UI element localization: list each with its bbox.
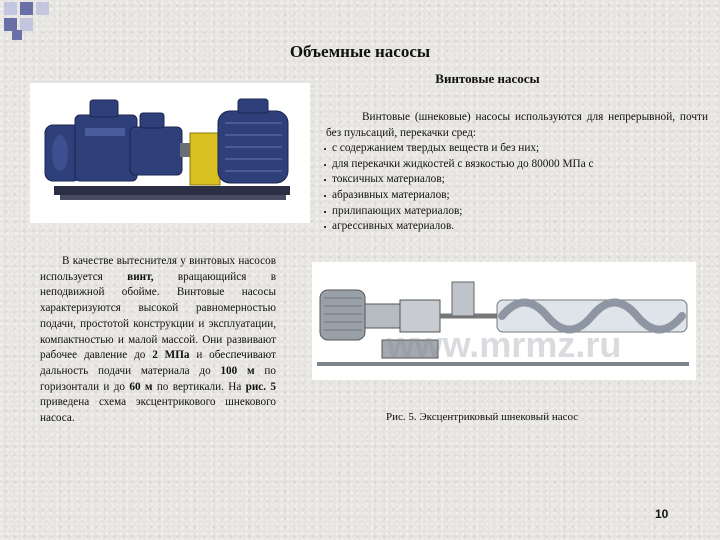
list-item: токсичных материалов; xyxy=(326,172,708,188)
list-item: абразивных материалов; xyxy=(326,188,708,204)
text-span: по горизонтали и до xyxy=(40,364,276,393)
bold-term-figure: рис. 5 xyxy=(245,380,276,393)
eccentric-pump-figure xyxy=(312,262,696,380)
list-item: прилипающих материалов; xyxy=(326,204,708,220)
page-number: 10 xyxy=(655,507,669,521)
bold-term-vertical: 60 м xyxy=(129,380,153,393)
slide-title: Объемные насосы xyxy=(289,42,431,61)
list-item: с содержанием твердых веществ и без них; xyxy=(326,141,708,157)
text-span: В качестве вытеснителя у винтовых насосов используется xyxy=(40,255,276,283)
intro-paragraph: Винтовые (шнековые) насосы используются для непрерывной, почти без пульсаций, перекачки сред: xyxy=(326,111,708,139)
text-span: и обеспечивают дальность подачи материала до xyxy=(40,349,276,377)
eccentric-pump-illustration xyxy=(312,262,696,380)
description-paragraph xyxy=(40,254,276,427)
bold-term-screw: винт, xyxy=(127,270,154,283)
text-span: приведена схема эксцентрикового шнекового насоса. xyxy=(40,396,276,425)
bold-term-pressure: 2 МПа xyxy=(152,349,190,362)
text-span: по вертикали. На xyxy=(152,380,246,393)
media-list xyxy=(326,141,708,235)
slide-subtitle: Винтовые насосы xyxy=(435,71,540,86)
corner-decoration xyxy=(0,0,90,45)
list-item: для перекачки жидкостей с вязкостью до 80000 МПа с xyxy=(326,157,708,173)
watermark-text: www.mrmz.ru xyxy=(386,324,622,365)
screw-pump-photo xyxy=(30,83,310,223)
text-span: вращающийся в неподвижной обойме. Винтовые насосы характеризуются высокой равномерностью подачи, простотой конструкции и эксплуатации, компактностью и малой массой. Они развивают рабочее давление до xyxy=(40,270,276,362)
list-item: агрессивных материалов. xyxy=(326,219,708,235)
figure-caption: Рис. 5. Эксцентриковый шнековый насос xyxy=(386,411,579,423)
bold-term-horizontal: 100 м xyxy=(220,364,255,377)
pump-usage-text xyxy=(326,110,708,235)
screw-pump-illustration xyxy=(30,83,310,223)
